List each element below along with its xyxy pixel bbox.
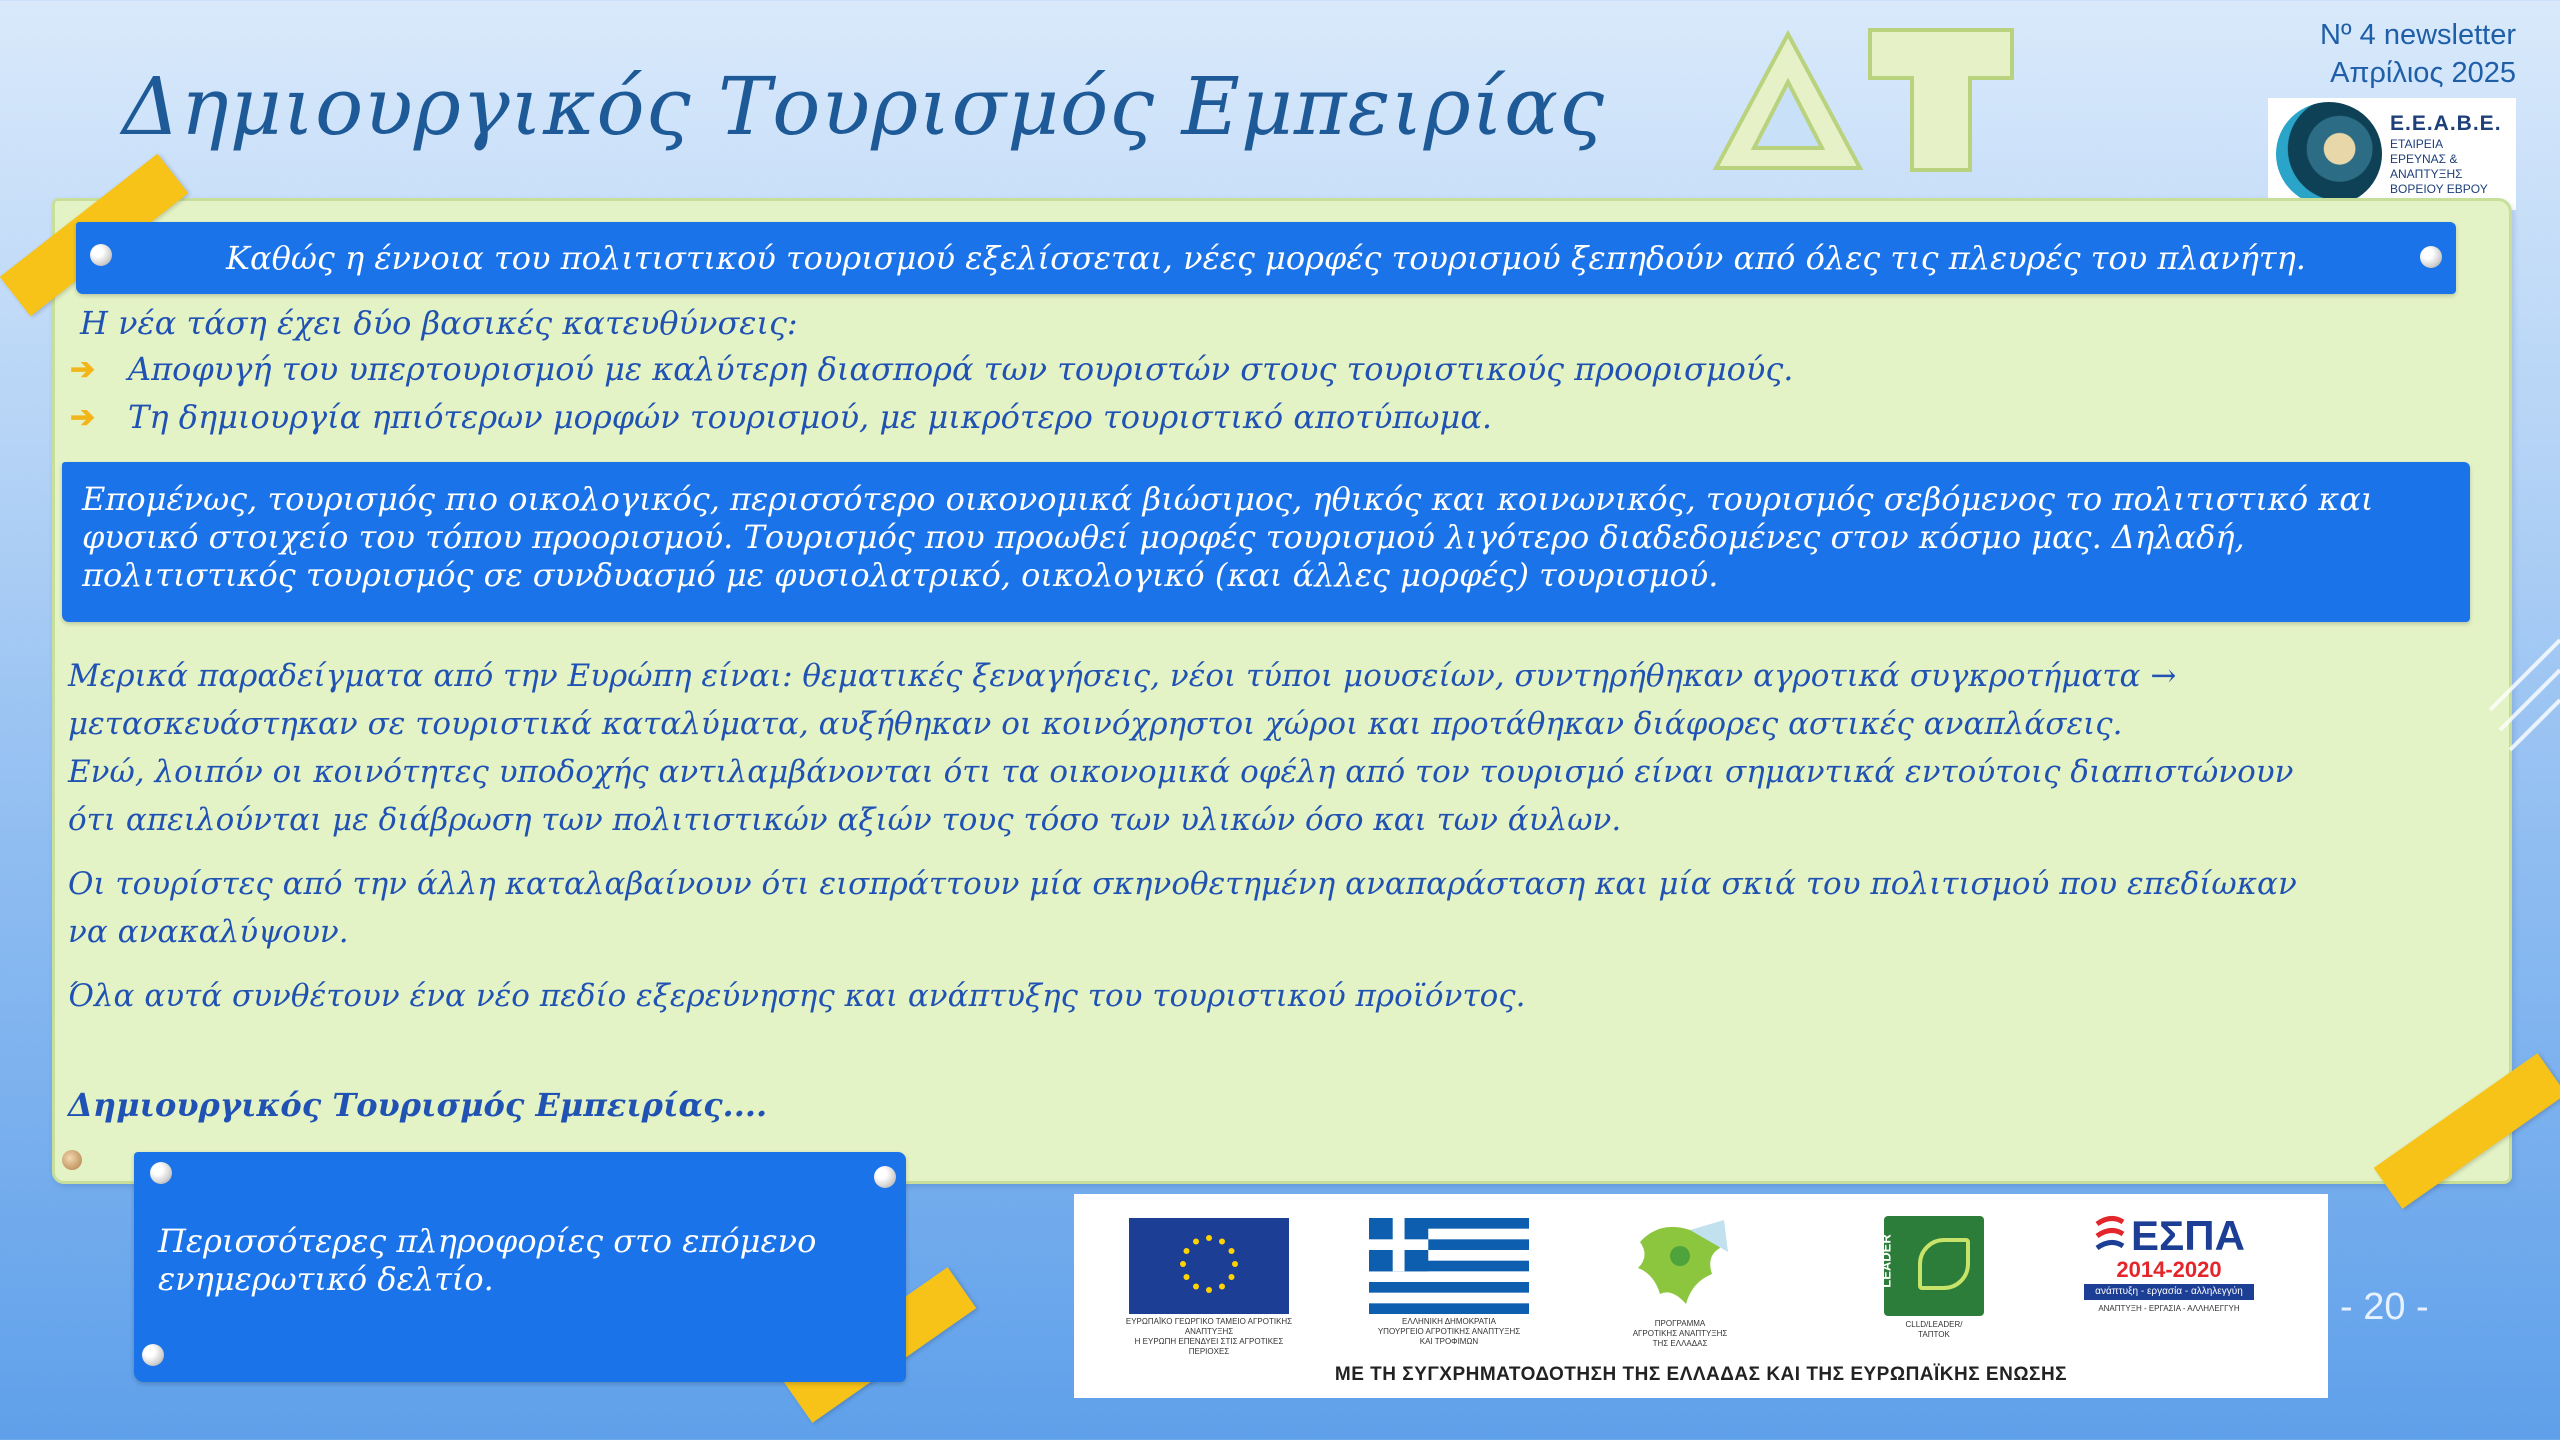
greek-ministry-logo bbox=[1364, 1218, 1534, 1347]
pin-icon bbox=[142, 1344, 164, 1366]
page-title: Δημιουργικός Τουρισμός Εμπειρίας bbox=[122, 60, 1605, 153]
org-name-1: ΕΤΑΙΡΕΙΑ bbox=[2390, 137, 2444, 151]
paragraph-line: Οι τουρίστες από την άλλη καταλαβαίνουν ότι εισπράττουν μία σκηνοθετημένη αναπαράσταση και μία σκιά του πολιτισμού που επεδίωκαν bbox=[68, 866, 2297, 902]
greece-map-icon bbox=[1620, 1212, 1740, 1316]
paragraph-line: μετασκευάστηκαν σε τουριστικά καταλύματα, αυξήθηκαν οι κοινόχρηστοι χώροι και προτάθηκαν διάφορες αστικές αναπλάσεις. bbox=[68, 706, 2123, 742]
org-abbr: Ε.Ε.Α.Β.Ε. bbox=[2390, 112, 2502, 135]
paragraph-examples bbox=[68, 652, 2488, 844]
bullet-item bbox=[70, 350, 1793, 388]
leader-label: LEADER bbox=[1878, 1234, 1894, 1288]
logo-caption: ΕΥΡΩΠΑΪΚΟ ΓΕΩΡΓΙΚΟ ΤΑΜΕΙΟ ΑΓΡΟΤΙΚΗΣ ΑΝΑΠΤΥΞΗΣ bbox=[1125, 1317, 1293, 1336]
espa-years: 2014-2020 bbox=[2116, 1257, 2222, 1282]
banner-summary-line: φυσικό στοιχείο του τόπου προορισμού. Τουρισμός που προωθεί μορφές τουρισμού λιγότερο διαδεδομένες στον κόσμο μας. Δηλαδή, bbox=[82, 518, 2245, 556]
paragraph-line: να ανακαλύψουν. bbox=[68, 914, 349, 950]
more-info-note bbox=[134, 1152, 906, 1382]
espa-logo bbox=[2074, 1214, 2264, 1314]
logo-caption: ΑΓΡΟΤΙΚΗΣ ΑΝΑΠΤΥΞΗΣ bbox=[1632, 1329, 1728, 1338]
funding-logos bbox=[1074, 1194, 2328, 1398]
org-logo bbox=[2268, 98, 2516, 210]
greek-flag-icon bbox=[1369, 1218, 1529, 1314]
logo-caption: ΤΑΠΤΟΚ bbox=[1918, 1330, 1950, 1339]
logo-caption: Η ΕΥΡΩΠΗ ΕΠΕΝΔΥΕΙ ΣΤΙΣ ΑΓΡΟΤΙΚΕΣ ΠΕΡΙΟΧΕΣ bbox=[1134, 1337, 1284, 1356]
banner-intro bbox=[76, 222, 2456, 294]
rural-programme-logo bbox=[1610, 1212, 1750, 1349]
arrow-icon: ➔ bbox=[70, 351, 96, 387]
banner-summary bbox=[62, 462, 2470, 622]
pin-icon bbox=[90, 244, 112, 266]
banner-intro-text: Καθώς η έννοια του πολιτιστικού τουρισμού εξελίσσεται, νέες μορφές τουρισμού ξεπηδούν από όλες τις πλευρές του πλανήτη. bbox=[226, 239, 2306, 277]
logo-caption: ΕΛΛΗΝΙΚΗ ΔΗΜΟΚΡΑΤΙΑ bbox=[1402, 1317, 1496, 1326]
dt-logo bbox=[1700, 20, 2020, 180]
pin-icon bbox=[62, 1150, 82, 1170]
closing-heading: Δημιουργικός Τουρισμός Εμπειρίας.... bbox=[68, 1086, 768, 1124]
pin-icon bbox=[2420, 246, 2442, 268]
pin-icon bbox=[874, 1166, 896, 1188]
banner-summary-line: Επομένως, τουρισμός πιο οικολογικός, περισσότερο οικονομικά βιώσιμος, ηθικός και κοινωνικός, τουρισμός σεβόμενος το πολιτιστικό και bbox=[82, 480, 2374, 518]
paragraph-line: Ενώ, λοιπόν οι κοινότητες υποδοχής αντιλαμβάνονται ότι τα οικονομικά οφέλη από τον τουρισμό είναι σημαντικά εντούτοις διαπιστώνουν bbox=[68, 754, 2294, 790]
note-line: Περισσότερες πληροφορίες στο επόμενο bbox=[158, 1222, 817, 1260]
org-emblem-icon bbox=[2276, 102, 2382, 206]
bullet-item bbox=[70, 398, 1492, 436]
logo-caption: ΑΝΑΠΤΥΞΗ - ΕΡΓΑΣΙΑ - ΑΛΛΗΛΕΓΓΥΗ bbox=[2098, 1304, 2240, 1313]
logo-caption: ΤΗΣ ΕΛΛΑΔΑΣ bbox=[1652, 1339, 1708, 1348]
eu-flag-icon bbox=[1129, 1218, 1289, 1314]
issue-number: Nº 4 newsletter bbox=[2320, 19, 2516, 51]
note-line: ενημερωτικό δελτίο. bbox=[158, 1260, 494, 1298]
issue-date: Απρίλιος 2025 bbox=[2330, 57, 2516, 89]
page-number: - 20 - bbox=[2340, 1286, 2429, 1328]
cofunding-caption: ΜΕ ΤΗ ΣΥΓΧΡΗΜΑΤΟΔΟΤΗΣΗ ΤΗΣ ΕΛΛΑΔΑΣ ΚΑΙ ΤΗΣ ΕΥΡΩΠΑΪΚΗΣ ΕΝΩΣΗΣ bbox=[1334, 1364, 2068, 1385]
espa-motto: ανάπτυξη - εργασία - αλληλεγγύη bbox=[2084, 1284, 2254, 1300]
org-name-3: ΑΝΑΠΤΥΞΗΣ bbox=[2390, 167, 2463, 181]
issue-info bbox=[2320, 16, 2516, 92]
banner-summary-line: πολιτιστικός τουρισμός σε συνδυασμό με φυσιολατρικό, οικολογικό (και άλλες μορφές) τουρισμού. bbox=[82, 556, 1719, 594]
espa-title: ΕΣΠΑ bbox=[2131, 1212, 2245, 1259]
paragraph-line: Μερικά παραδείγματα από την Ευρώπη είναι: θεματικές ξεναγήσεις, νέοι τύποι μουσείων, συντηρήθηκαν αγροτικά συγκροτήματα → bbox=[68, 658, 2177, 694]
logo-caption: ΚΑΙ ΤΡΟΦΙΜΩΝ bbox=[1419, 1337, 1479, 1346]
logo-caption: ΠΡΟΓΡΑΜΜΑ bbox=[1654, 1319, 1706, 1328]
paragraph-line: Όλα αυτά συνθέτουν ένα νέο πεδίο εξερεύνησης και ανάπτυξης του τουριστικού προϊόντος. bbox=[68, 978, 1526, 1014]
bullet-text: Αποφυγή του υπερτουρισμού με καλύτερη διασπορά των τουριστών στους τουριστικούς προορισμούς. bbox=[128, 350, 1794, 388]
leader-leaf-icon bbox=[1918, 1238, 1970, 1290]
decorative-lines bbox=[2480, 600, 2560, 820]
org-name-2: ΕΡΕΥΝΑΣ & bbox=[2390, 152, 2458, 166]
logo-caption: ΥΠΟΥΡΓΕΙΟ ΑΓΡΟΤΙΚΗΣ ΑΝΑΠΤΥΞΗΣ bbox=[1377, 1327, 1521, 1336]
paragraph-tourists bbox=[68, 860, 2488, 956]
eu-logo bbox=[1114, 1218, 1304, 1357]
bullet-text: Τη δημιουργία ηπιότερων μορφών τουρισμού, με μικρότερο τουριστικό αποτύπωμα. bbox=[128, 398, 1493, 436]
arrow-icon: ➔ bbox=[70, 399, 96, 435]
logo-caption: CLLD/LEADER/ bbox=[1905, 1320, 1963, 1329]
pin-icon bbox=[150, 1162, 172, 1184]
leader-logo bbox=[1874, 1216, 1994, 1340]
org-name-4: ΒΟΡΕΙΟΥ ΕΒΡΟΥ bbox=[2390, 182, 2488, 196]
trend-intro: Η νέα τάση έχει δύο βασικές κατευθύνσεις: bbox=[80, 304, 798, 342]
paragraph-conclusion bbox=[68, 972, 2488, 1020]
paragraph-line: ότι απειλούνται με διάβρωση των πολιτιστικών αξιών τους τόσο των υλικών όσο και των άυλων. bbox=[68, 802, 1622, 838]
espa-wave-icon bbox=[2093, 1214, 2127, 1258]
